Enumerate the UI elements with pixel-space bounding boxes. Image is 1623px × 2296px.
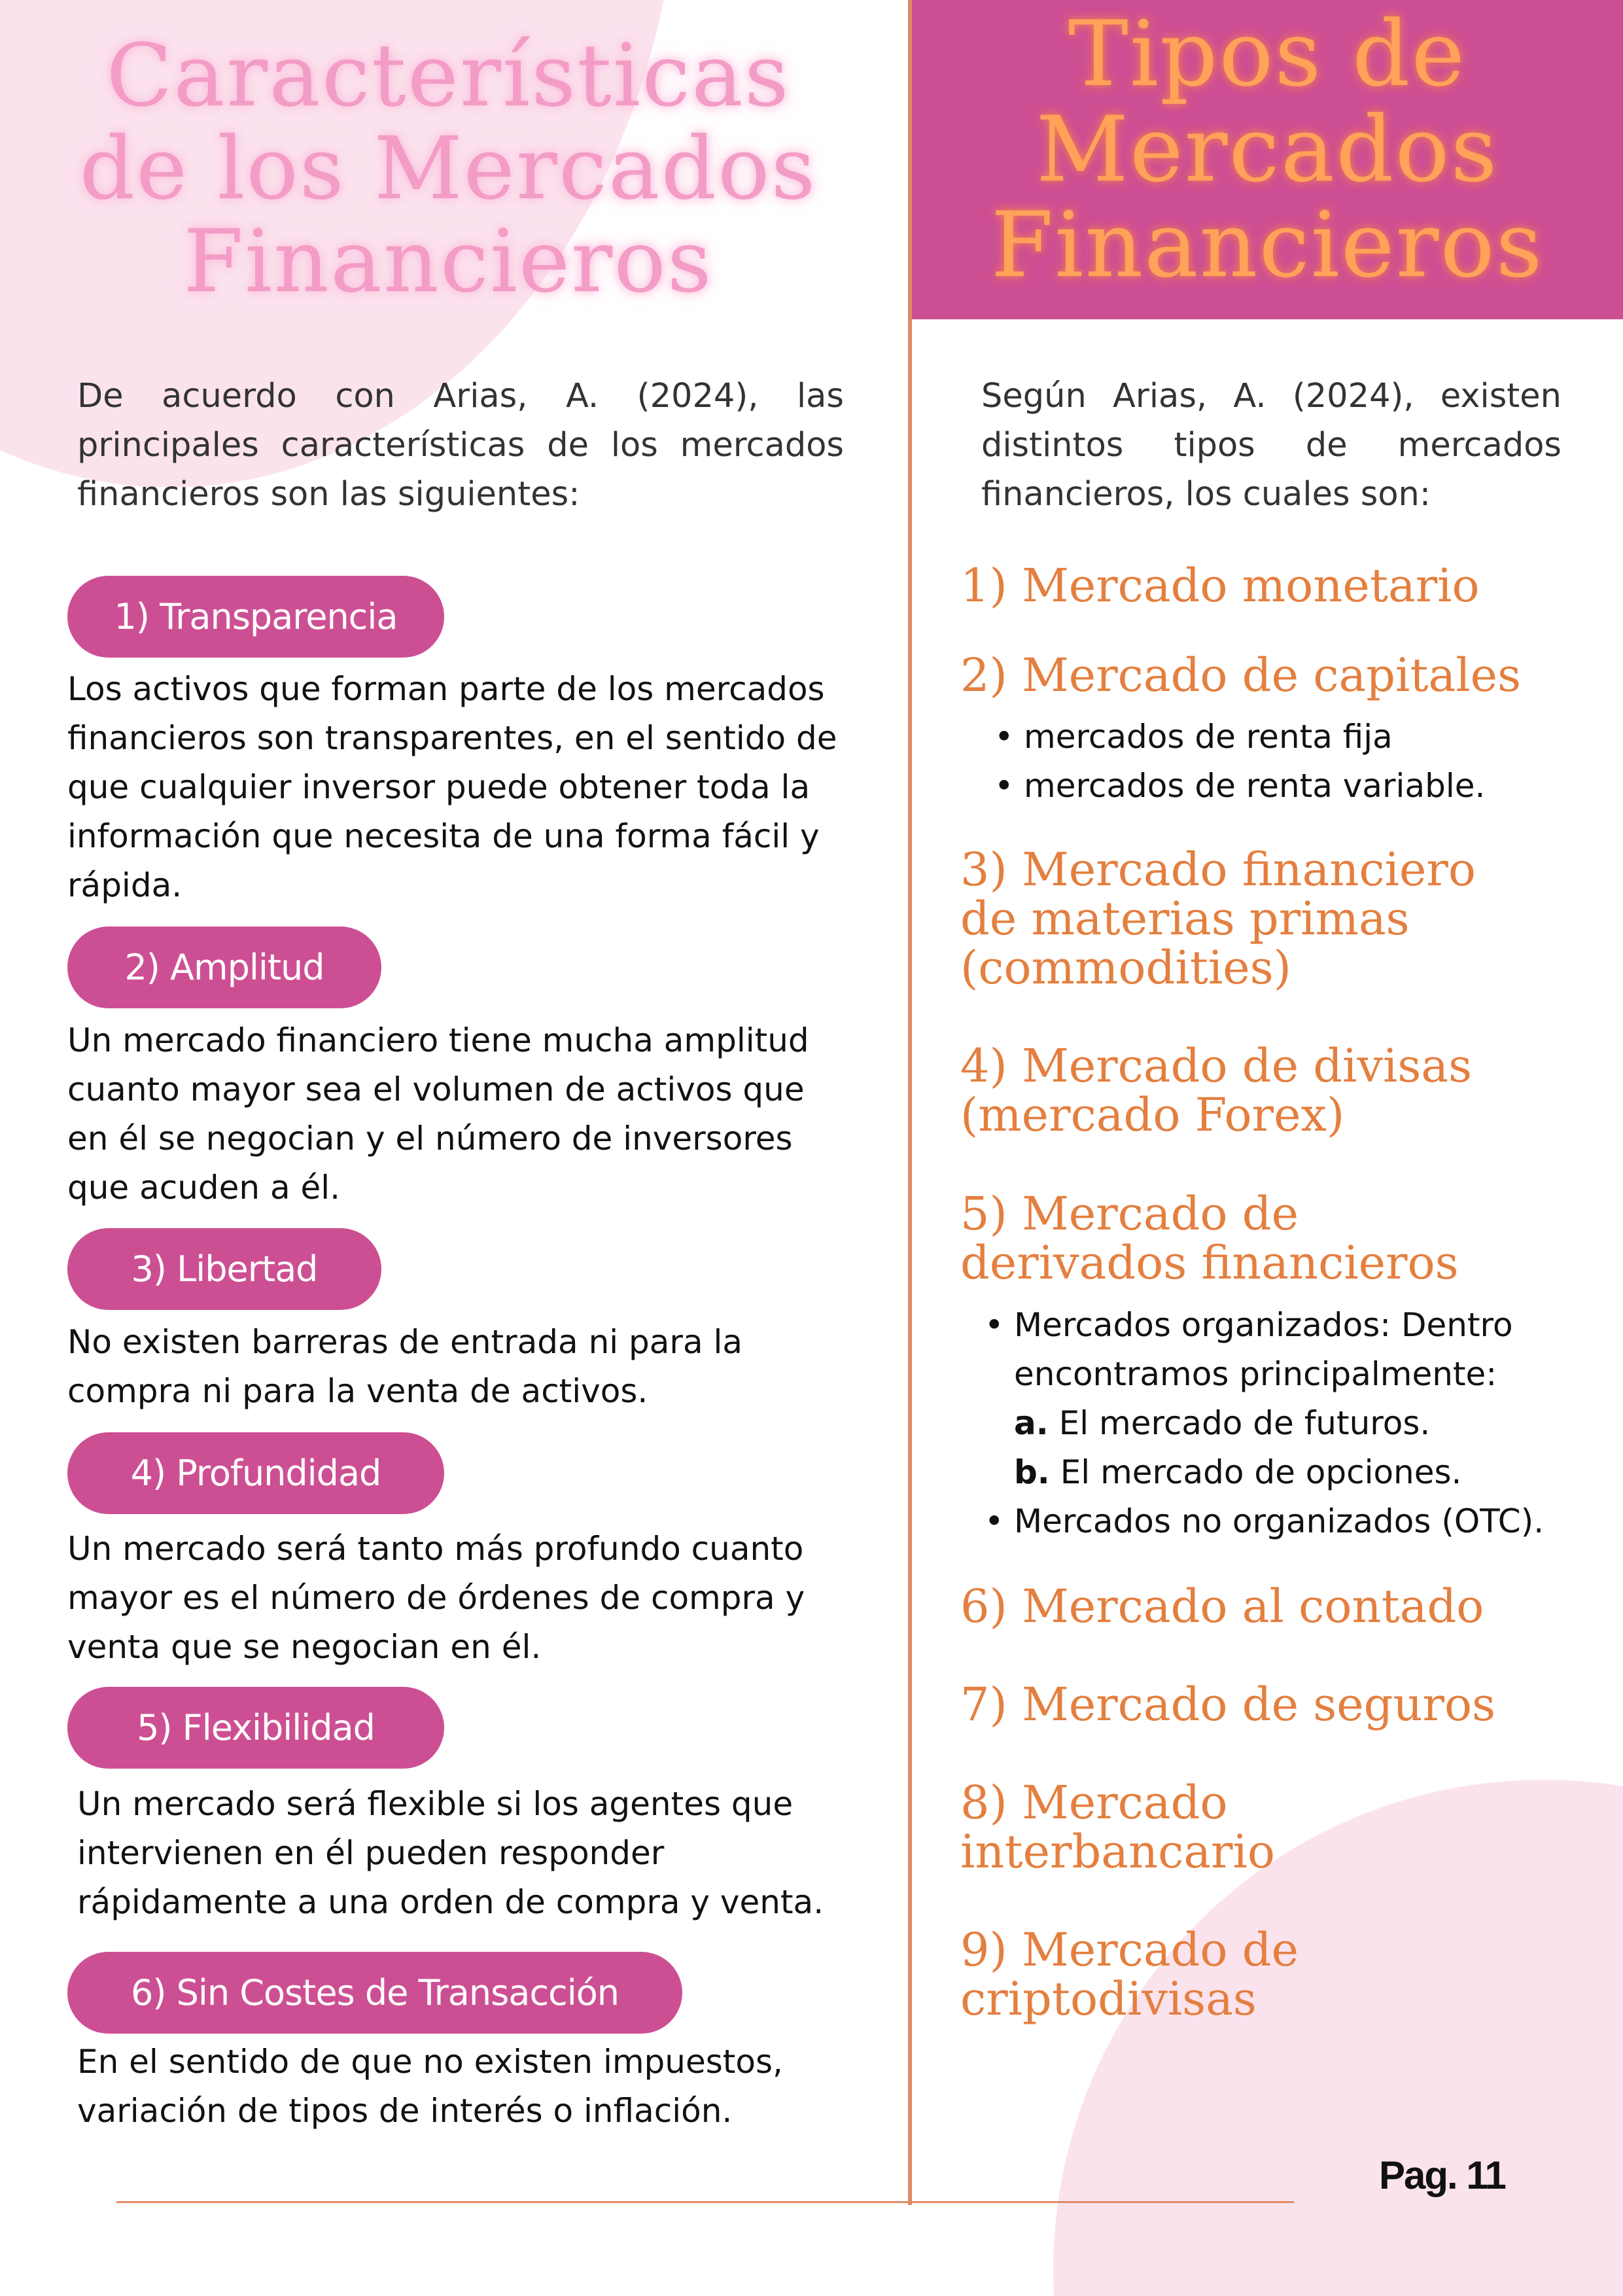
- types-intro: Según Arias, A. (2024), existen distintos tipos de mercados financieros, los cuales son:: [981, 377, 1562, 514]
- types-title: [911, 1, 1623, 298]
- sub-item-text: El mercado de opciones.: [1060, 1453, 1462, 1491]
- sub-item: [1014, 1448, 1622, 1497]
- list-item: • Mercados no organizados (OTC).: [1014, 1497, 1622, 1546]
- pill-flexibilidad: 5) Flexibilidad: [67, 1687, 444, 1769]
- desc-sin-costes: En el sentido de que no existen impuestos, variación de tipos de interés o inflación.: [77, 2043, 783, 2130]
- characteristics-title: [0, 26, 896, 312]
- footer-divider: [116, 2201, 1294, 2203]
- desc-libertad: No existen barreras de entrada ni para la compra ni para la venta de activos.: [67, 1323, 743, 1410]
- title-line: Características: [106, 26, 790, 126]
- desc-flexibilidad: Un mercado será flexible si los agentes que intervienen en él pueden responder rápidamente a una orden de compra y venta.: [77, 1785, 824, 1921]
- type-line: de materias primas: [960, 892, 1410, 945]
- vertical-divider: [908, 0, 912, 2205]
- characteristics-intro: De acuerdo con Arias, A. (2024), las principales características de los mercados financieros son las siguientes:: [77, 377, 844, 514]
- type-line: 3) Mercado financiero: [960, 843, 1476, 896]
- type-line: 2) Mercado de capitales: [960, 648, 1522, 702]
- title-line: Financieros: [990, 192, 1544, 298]
- list-item: • mercados de renta fija: [1024, 713, 1613, 762]
- type-interbancario: [960, 1778, 1275, 1877]
- type-line: 1) Mercado monetario: [960, 559, 1480, 612]
- type-line: (mercado Forex): [960, 1088, 1345, 1142]
- list-item: • mercados de renta variable.: [1024, 762, 1613, 811]
- list-item: [1014, 1301, 1622, 1497]
- desc-amplitud: Un mercado financiero tiene mucha amplitud cuanto mayor sea el volumen de activos que en él se negocian y el número de inversores que acuden a él.: [67, 1021, 809, 1207]
- type-al-contado: [960, 1582, 1484, 1631]
- sub-item-text: El mercado de futuros.: [1058, 1404, 1431, 1442]
- type-mercado-monetario: [960, 561, 1480, 610]
- sub-item-letter: b.: [1014, 1453, 1050, 1491]
- desc-transparencia: Los activos que forman parte de los mercados financieros son transparentes, en el sentido de que cualquier inversor puede obtener toda la información que necesita de una forma fácil y rápida.: [67, 670, 837, 904]
- derivados-list: [978, 1301, 1622, 1546]
- page-number: Pag. 11: [1379, 2153, 1505, 2197]
- pill-libertad: 3) Libertad: [67, 1228, 381, 1310]
- type-line: (commodities): [960, 941, 1291, 995]
- sub-item-letter: a.: [1014, 1404, 1049, 1442]
- type-line: interbancario: [960, 1825, 1276, 1879]
- title-line: Financieros: [183, 211, 713, 312]
- type-line: derivados financieros: [960, 1236, 1459, 1290]
- type-materias-primas: [960, 845, 1476, 993]
- title-line: de los Mercados: [79, 118, 817, 219]
- desc-profundidad: Un mercado será tanto más profundo cuanto mayor es el número de órdenes de compra y venta que se negocian en él.: [67, 1530, 805, 1666]
- type-seguros: [960, 1680, 1495, 1729]
- type-line: 9) Mercado de: [960, 1923, 1299, 1977]
- type-line: 8) Mercado: [960, 1776, 1228, 1829]
- title-line: Tipos de: [1068, 1, 1467, 107]
- type-line: 6) Mercado al contado: [960, 1580, 1484, 1633]
- type-line: 5) Mercado de: [960, 1187, 1299, 1241]
- pill-transparencia: 1) Transparencia: [67, 576, 444, 658]
- sub-item: [1014, 1399, 1622, 1448]
- pill-profundidad: 4) Profundidad: [67, 1432, 444, 1514]
- type-criptodivisas: [960, 1923, 1299, 2026]
- title-line: Mercados: [1036, 97, 1499, 202]
- type-divisas: [960, 1039, 1472, 1142]
- type-line: criptodivisas: [960, 1972, 1257, 2026]
- type-derivados: [960, 1187, 1459, 1290]
- type-line: 7) Mercado de seguros: [960, 1678, 1496, 1731]
- capitales-list: [988, 713, 1613, 811]
- pill-amplitud: 2) Amplitud: [67, 927, 381, 1008]
- pill-sin-costes: 6) Sin Costes de Transacción: [67, 1952, 682, 2034]
- list-item-text: Mercados organizados: Dentro encontramos principalmente:: [1014, 1306, 1513, 1393]
- type-line: 4) Mercado de divisas: [960, 1039, 1472, 1093]
- type-mercado-capitales: [960, 648, 1522, 702]
